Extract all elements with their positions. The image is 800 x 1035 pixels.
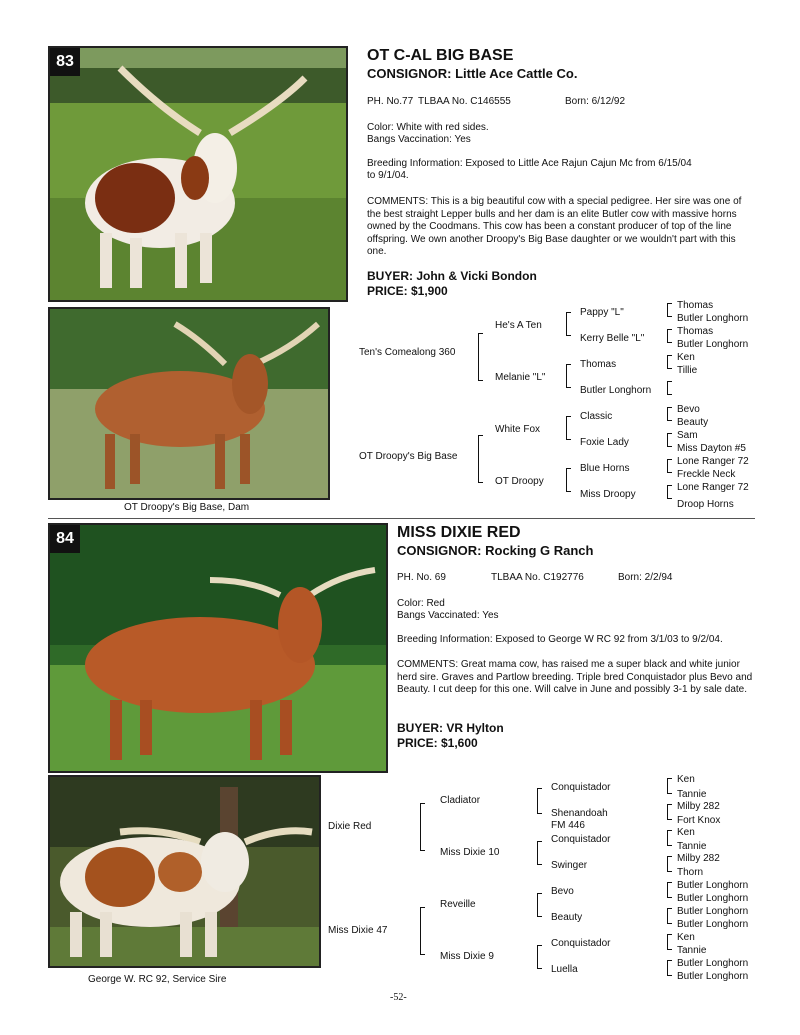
lot84-color: Color: Red	[397, 598, 445, 609]
lot84-tlbaa-number: TLBAA No. C192776	[491, 572, 584, 583]
pedigree-g4: Ken	[677, 932, 695, 943]
bracket	[667, 804, 672, 820]
pedigree-g3: Classic	[580, 411, 613, 422]
pedigree-g3: Butler Longhorn	[580, 385, 652, 396]
lot84-buyer: BUYER: VR Hylton	[397, 721, 504, 735]
lot84-comments: COMMENTS: Great mama cow, has raised me a super black and white junior herd sire. Graves and Partlow breeding. Triple bred Conquistador plus Bevo and Beauty. I cut deep for this one. Will calve in June and possibly 3-1 by sale date.	[397, 659, 753, 695]
lot83-title: OT C-AL BIG BASE	[367, 47, 514, 64]
bracket	[667, 778, 672, 794]
pedigree-g4: Butler Longhorn	[677, 958, 749, 969]
pedigree-g4: Tillie	[677, 365, 698, 376]
bracket	[478, 333, 483, 381]
bull-sire-image	[50, 777, 319, 966]
pedigree-g3: Kerry Belle "L"	[580, 333, 645, 344]
lot84-bangs: Bangs Vaccinated: Yes	[397, 610, 499, 621]
pedigree-g4: Miss Dayton #5	[677, 443, 746, 454]
pedigree-g3: Bevo	[551, 886, 574, 897]
pedigree-g4: Sam	[677, 430, 698, 441]
pedigree-g4: Butler Longhorn	[677, 880, 749, 891]
bracket	[537, 945, 542, 969]
bracket	[478, 435, 483, 483]
bracket	[667, 433, 672, 447]
pedigree-g2: Melanie "L"	[495, 372, 546, 383]
bracket	[566, 364, 571, 388]
lot84-price: PRICE: $1,600	[397, 736, 478, 750]
pedigree-g3: Conquistador	[551, 782, 611, 793]
bracket	[667, 934, 672, 950]
pedigree-g3: Conquistador	[551, 938, 611, 949]
bracket	[667, 908, 672, 924]
pedigree-g3: Conquistador	[551, 834, 611, 845]
lot83-consignor: CONSIGNOR: Little Ace Cattle Co.	[367, 66, 578, 81]
pedigree-g4: Bevo	[677, 404, 700, 415]
lot83-color: Color: White with red sides.	[367, 122, 489, 133]
pedigree-g3: Shenandoah	[551, 808, 608, 819]
pedigree-g4: Lone Ranger 72	[677, 456, 749, 467]
pedigree-g4: Thomas	[677, 326, 714, 337]
bracket	[667, 856, 672, 872]
bracket	[667, 381, 672, 395]
bracket	[566, 416, 571, 440]
bracket	[537, 788, 542, 814]
pedigree-g4: Milby 282	[677, 853, 720, 864]
lot83-tlbaa-number: TLBAA No. C146555	[418, 96, 511, 107]
bracket	[667, 329, 672, 343]
bracket	[566, 312, 571, 336]
pedigree-g4: Tannie	[677, 841, 707, 852]
lot83-comments: COMMENTS: This is a big beautiful cow with a special pedigree. Her sire was one of the best straight Lepper bulls and her dam is an elite Butler cow with massive horns owned by the Coodmans. This cow has been a constant producer of top of the line offspring. We own another Droopy's Big Base daughter or we wouldn't part with this one.	[367, 196, 742, 257]
pedigree-g4: Ken	[677, 352, 695, 363]
pedigree-g3: Foxie Lady	[580, 437, 629, 448]
pedigree-g3: Pappy "L"	[580, 307, 624, 318]
lot83-breeding-line2: to 9/1/04.	[367, 170, 409, 181]
pedigree-g4: Butler Longhorn	[677, 906, 749, 917]
pedigree-g4: Tannie	[677, 789, 707, 800]
pedigree-g4: Freckle Neck	[677, 469, 736, 480]
bracket	[667, 303, 672, 317]
cow-dam-image	[50, 309, 328, 498]
pedigree-g4: Beauty	[677, 417, 709, 428]
pedigree-g3: Beauty	[551, 912, 583, 923]
page-number: -52-	[390, 992, 407, 1003]
bracket	[667, 459, 672, 473]
pedigree-g4: Ken	[677, 774, 695, 785]
pedigree-g2: Miss Dixie 9	[440, 951, 494, 962]
pedigree-g4: Fort Knox	[677, 815, 721, 826]
bracket	[566, 468, 571, 492]
lot83-number-badge: 83	[50, 48, 80, 76]
lot83-dam-caption: OT Droopy's Big Base, Dam	[124, 502, 250, 513]
lot84-main-photo	[48, 523, 388, 773]
pedigree-g4: Butler Longhorn	[677, 919, 749, 930]
bracket	[667, 485, 672, 499]
bracket	[667, 882, 672, 898]
bracket	[537, 841, 542, 865]
bracket	[420, 907, 425, 955]
lot84-ph-number: PH. No. 69	[397, 572, 446, 583]
pedigree-g3: FM 446	[551, 820, 585, 831]
lot84-sire-photo	[48, 775, 321, 968]
lot84-sire-caption: George W. RC 92, Service Sire	[88, 974, 227, 985]
lot83-price: PRICE: $1,900	[367, 284, 448, 298]
pedigree-g4: Thorn	[677, 867, 704, 878]
cow-red-image	[50, 525, 386, 771]
lot83-bangs: Bangs Vaccination: Yes	[367, 134, 471, 145]
pedigree-sire: Ten's Comealong 360	[359, 347, 456, 358]
lot83-ph-number: PH. No.77	[367, 96, 414, 107]
bracket	[667, 407, 672, 421]
pedigree-dam: OT Droopy's Big Base	[359, 451, 458, 462]
pedigree-g2: OT Droopy	[495, 476, 544, 487]
lot83-dam-photo	[48, 307, 330, 500]
bracket	[667, 830, 672, 846]
pedigree-sire: Dixie Red	[328, 821, 372, 832]
pedigree-g3: Blue Horns	[580, 463, 630, 474]
pedigree-dam: Miss Dixie 47	[328, 925, 388, 936]
bracket	[420, 803, 425, 851]
pedigree-g4: Butler Longhorn	[677, 971, 749, 982]
pedigree-g4: Tannie	[677, 945, 707, 956]
bracket	[537, 893, 542, 917]
pedigree-g4: Butler Longhorn	[677, 339, 749, 350]
lot84-breeding: Breeding Information: Exposed to George W RC 92 from 3/1/03 to 9/2/04.	[397, 634, 723, 645]
lot83-breeding-line1: Breeding Information: Exposed to Little Ace Rajun Cajun Mc from 6/15/04	[367, 158, 692, 169]
lot83-born: Born: 6/12/92	[565, 96, 626, 107]
pedigree-g2: Miss Dixie 10	[440, 847, 500, 858]
pedigree-g4: Butler Longhorn	[677, 893, 749, 904]
lot84-consignor: CONSIGNOR: Rocking G Ranch	[397, 543, 594, 558]
lot84-number-badge: 84	[50, 525, 80, 553]
lot84-born: Born: 2/2/94	[618, 572, 673, 583]
pedigree-g3: Miss Droopy	[580, 489, 636, 500]
pedigree-g2: Cladiator	[440, 795, 481, 806]
bracket	[667, 960, 672, 976]
pedigree-g4: Thomas	[677, 300, 714, 311]
pedigree-g2: Reveille	[440, 899, 476, 910]
pedigree-g3: Luella	[551, 964, 578, 975]
pedigree-g3: Swinger	[551, 860, 588, 871]
lot83-buyer: BUYER: John & Vicki Bondon	[367, 269, 537, 283]
section-divider	[48, 518, 755, 519]
lot84-title: MISS DIXIE RED	[397, 524, 521, 541]
pedigree-g2: He's A Ten	[495, 320, 542, 331]
pedigree-g3: Thomas	[580, 359, 617, 370]
pedigree-g4: Lone Ranger 72	[677, 482, 749, 493]
pedigree-g2: White Fox	[495, 424, 541, 435]
lot83-main-photo	[48, 46, 348, 302]
pedigree-g4: Butler Longhorn	[677, 313, 749, 324]
pedigree-g4: Milby 282	[677, 801, 720, 812]
bracket	[667, 355, 672, 369]
pedigree-g4: Droop Horns	[677, 499, 734, 510]
pedigree-g4: Ken	[677, 827, 695, 838]
cow-white-red-image	[50, 48, 346, 300]
